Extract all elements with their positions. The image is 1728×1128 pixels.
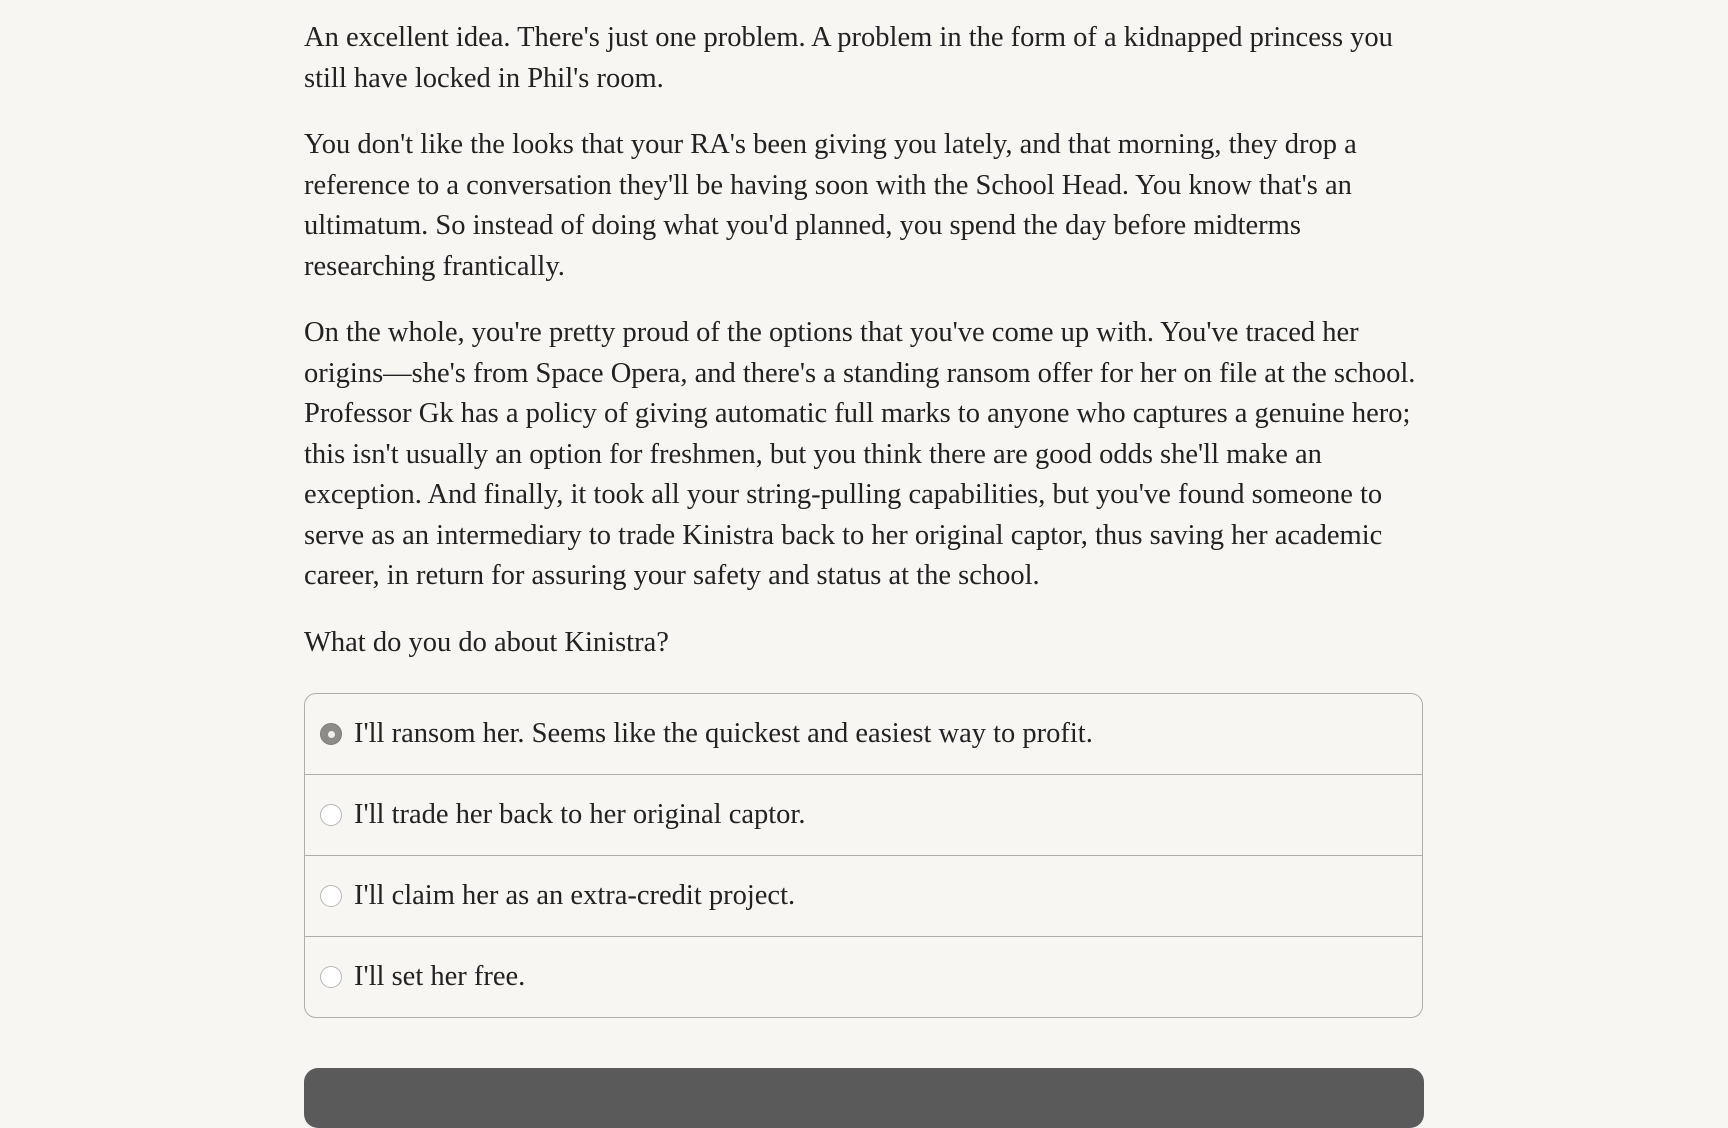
- story-paragraph-3: On the whole, you're pretty proud of the options that you've come up with. You've traced her origins—she's from Space Opera, and there's a standing ransom offer for her on file at the school. Professor Gk has a policy of giving automatic full marks to anyone who captures a genuine hero; this isn't usually an option for freshmen, but you think there are good odds she'll make an exception. And finally, it took all your string-pulling capabilities, but you've found someone to serve as an intermediary to trade Kinistra back to her original captor, thus saving her academic career, in return for assuring your safety and status at the school.: [304, 317, 1416, 591]
- story-container: [304, 18, 1424, 1018]
- choice-extra-credit[interactable]: [305, 855, 1422, 936]
- choice-set-free[interactable]: [305, 936, 1422, 1017]
- story-paragraph-1: An excellent idea. There's just one problem. A problem in the form of a kidnapped princess you still have locked in Phil's room.: [304, 22, 1393, 94]
- choice-question: What do you do about Kinistra?: [304, 626, 669, 658]
- choice-trade-back[interactable]: [305, 774, 1422, 855]
- choice-label: I'll ransom her. Seems like the quickest and easiest way to profit.: [354, 718, 1093, 749]
- radio-unselected-icon[interactable]: [320, 966, 342, 988]
- choice-label: I'll set her free.: [354, 961, 526, 992]
- choice-label: I'll claim her as an extra-credit project.: [354, 880, 796, 911]
- next-button[interactable]: [304, 1068, 1424, 1128]
- radio-selected-icon[interactable]: [320, 723, 342, 745]
- choice-ransom[interactable]: [305, 694, 1422, 774]
- radio-unselected-icon[interactable]: [320, 804, 342, 826]
- radio-unselected-icon[interactable]: [320, 885, 342, 907]
- choice-label: I'll trade her back to her original captor.: [354, 799, 806, 830]
- story-paragraph-2: You don't like the looks that your RA's been giving you lately, and that morning, they drop a reference to a conversation they'll be having soon with the School Head. You know that's an ultimatum. So instead of doing what you'd planned, you spend the day before midterms researching frantically.: [304, 129, 1357, 282]
- choice-list: [304, 693, 1423, 1018]
